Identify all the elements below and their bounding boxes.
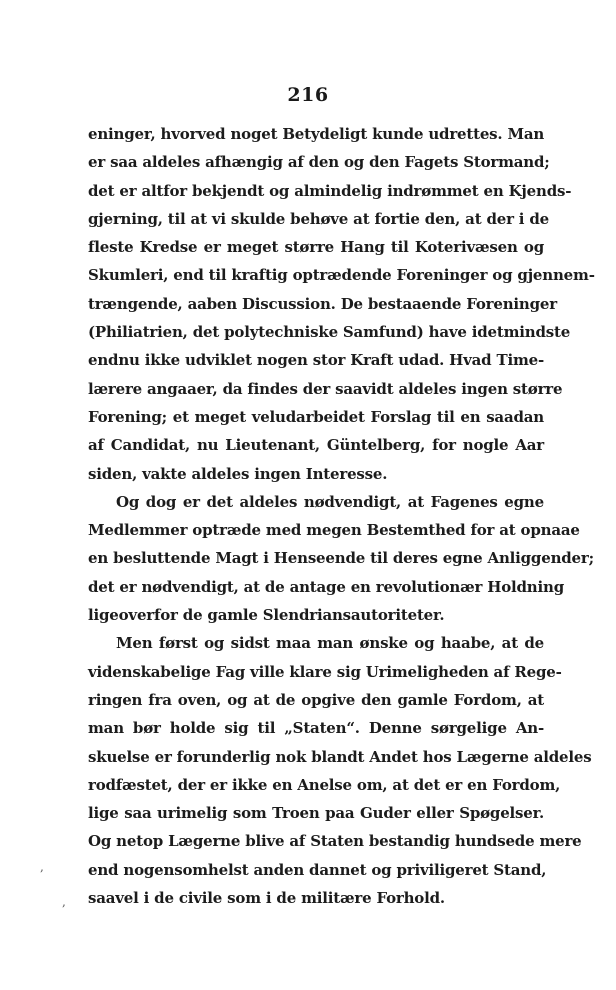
text-line: Forening; et meget veludarbeidet Forslag til en saadan [88, 407, 544, 426]
text-line: trængende, aaben Discussion. De bestaaende Foreninger [88, 294, 557, 313]
text-line: saavel i de civile som i de militære Forhold. [88, 889, 445, 908]
paragraph [88, 120, 595, 488]
text-line: lige saa urimelig som Troen paa Guder eller Spøgelser. [88, 804, 544, 823]
text-line: ligeoverfor de gamle Slendriansautoriteter. [88, 606, 445, 625]
text-line: fleste Kredse er meget større Hang til Koterivæsen og [88, 238, 544, 257]
text-line: er saa aldeles afhængig af den og den Fagets Stormand; [88, 153, 550, 172]
text-line: Men først og sidst maa man ønske og haabe, at de [116, 634, 544, 653]
text-line: ringen fra oven, og at de opgive den gamle Fordom, at [88, 690, 544, 709]
body-text [88, 120, 595, 912]
text-line: endnu ikke udviklet nogen stor Kraft udad. Hvad Time- [88, 351, 544, 370]
text-line: lærere angaaer, da findes der saavidt aldeles ingen større [88, 379, 563, 398]
margin-mark: , [62, 895, 66, 909]
text-line: Og netop Lægerne blive af Staten bestandig hundsede mere [88, 832, 582, 851]
text-line: man bør holde sig til „Staten“. Denne sørgelige An- [88, 719, 544, 738]
text-line: videnskabelige Fag ville klare sig Urimeligheden af Rege- [88, 662, 562, 681]
text-line: rodfæstet, der er ikke en Anelse om, at det er en Fordom, [88, 775, 561, 794]
text-line: gjerning, til at vi skulde behøve at fortie den, at der i de [88, 209, 549, 228]
text-line: Og dog er det aldeles nødvendigt, at Fagenes egne [116, 492, 544, 511]
paragraph [88, 629, 592, 912]
text-line: siden, vakte aldeles ingen Interesse. [88, 464, 388, 483]
text-line: en besluttende Magt i Henseende til deres egne Anliggender; [88, 549, 594, 568]
paragraph [88, 488, 594, 629]
text-line: Skumleri, end til kraftig optrædende Foreninger og gjennem- [88, 266, 595, 285]
text-line: (Philiatrien, det polytechniske Samfund) have idetmindste [88, 323, 571, 342]
text-line: det er altfor bekjendt og almindelig indrømmet en Kjends- [88, 181, 572, 200]
text-line: eninger, hvorved noget Betydeligt kunde udrettes. Man [88, 125, 545, 143]
text-line: det er nødvendigt, at de antage en revolutionær Holdning [88, 577, 565, 596]
text-line: Medlemmer optræde med megen Bestemthed for at opnaae [88, 521, 580, 540]
text-line: skuelse er forunderlig nok blandt Andet hos Lægerne aldeles [88, 747, 592, 766]
page-number: 216 [287, 84, 329, 106]
text-line: end nogensomhelst anden dannet og priviligeret Stand, [88, 860, 547, 879]
margin-mark: , [40, 860, 44, 874]
text-line: af Candidat, nu Lieutenant, Güntelberg, for nogle Aar [88, 436, 544, 455]
